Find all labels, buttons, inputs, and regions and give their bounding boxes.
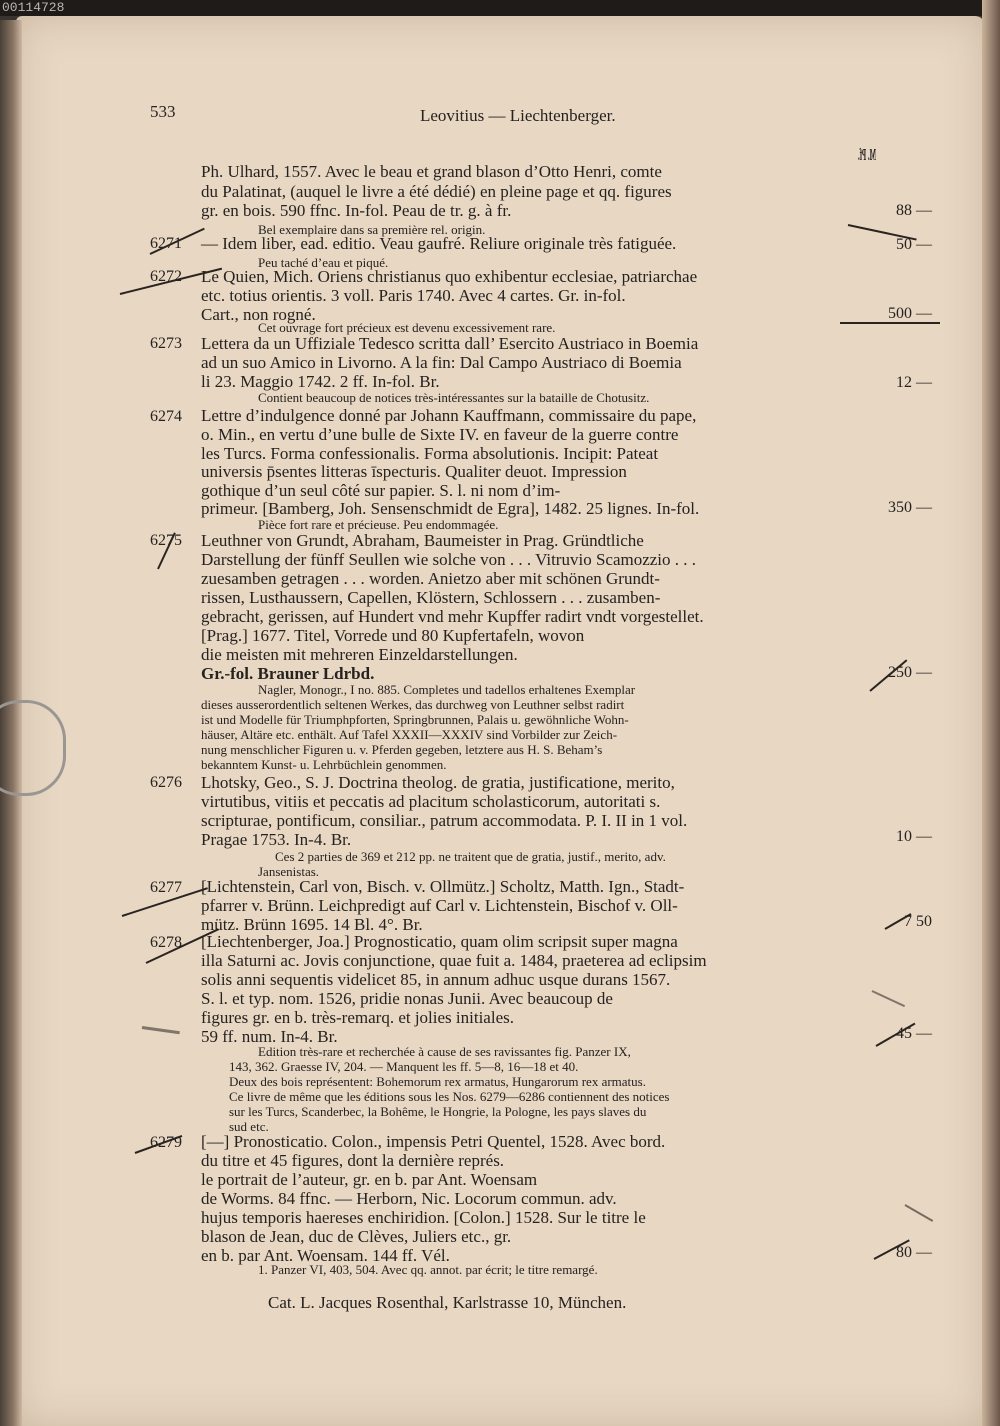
note-line: Cet ouvrage fort précieux est devenu excessivement rare.	[258, 320, 556, 335]
text-line: scripturae, pontificum, consiliar., patrum accommodata. P. I. II in 1 vol.	[201, 811, 688, 830]
text-line: o. Min., en vertu d’une bulle de Sixte IV. en faveur de la guerre contre	[201, 425, 679, 444]
price: 50 —	[896, 236, 932, 253]
text-line: — Idem liber, ead. editio. Veau gaufré. Reliure originale très fatiguée.	[201, 234, 677, 253]
note-line: Edition très-rare et recherchée à cause de ses ravissantes fig. Panzer IX,	[258, 1044, 631, 1059]
currency-heading: M. Pf.	[858, 145, 876, 164]
note-line: sud etc.	[229, 1119, 269, 1134]
note-line: nung menschlicher Figuren u. v. Pferden gegeben, letztere aus H. S. Beham’s	[201, 742, 603, 757]
price: 88 —	[896, 202, 932, 219]
price: 500 —	[888, 305, 932, 322]
text-line: figures gr. en b. très-remarq. et jolies initiales.	[201, 1008, 514, 1027]
price: 7 50	[904, 913, 932, 930]
text-line: 59 ff. num. In-4. Br.	[201, 1027, 338, 1046]
price: 250 —	[888, 664, 932, 681]
scan-id: 00114728	[2, 0, 65, 15]
text-line: gr. en bois. 590 ffnc. In-fol. Peau de tr. g. à fr.	[201, 201, 512, 220]
text-line: illa Saturni ac. Jovis conjunctione, quae fuit a. 1484, praeterea ad eclipsim	[201, 951, 707, 970]
price: 80 —	[896, 1244, 932, 1261]
text-line: Leuthner von Grundt, Abraham, Baumeister in Prag. Gründtliche	[201, 531, 644, 550]
note-line: 143, 362. Graesse IV, 204. — Manquent les ff. 5—8, 16—18 et 40.	[229, 1059, 579, 1074]
text-line: Lhotsky, Geo., S. J. Doctrina theolog. de gratia, justificatione, merito,	[201, 773, 675, 792]
note-line: Deux des bois représentent: Bohemorum rex armatus, Hungarorum rex armatus.	[229, 1074, 646, 1089]
lot-number: 6271	[150, 235, 182, 252]
text-line: Le Quien, Mich. Oriens christianus quo exhibentur ecclesiae, patriarchae	[201, 267, 698, 286]
lot-number: 6278	[150, 934, 182, 951]
note-line: dieses ausserordentlich seltenen Werkes, das durchweg von Leuthner selbst radirt	[201, 697, 625, 712]
lot-number: 6277	[150, 879, 182, 896]
text-line: solis anni sequentis videlicet 85, in annum adhuc usque durans 1567.	[201, 970, 671, 989]
note-line: Jansenistas.	[258, 864, 320, 879]
text-line: en b. par Ant. Woensam. 144 ff. Vél.	[201, 1246, 450, 1265]
text-line: S. l. et typ. nom. 1526, pridie nonas Junii. Avec beaucoup de	[201, 989, 613, 1008]
text-line: hujus temporis haereses enchiridion. [Colon.] 1528. Sur le titre le	[201, 1208, 646, 1227]
note-line: bekanntem Kunst- u. Lehrbüchlein genommen.	[201, 757, 447, 772]
text-line: de Worms. 84 ffnc. — Herborn, Nic. Locorum commun. adv.	[201, 1189, 617, 1208]
lot-number: 6274	[150, 408, 182, 425]
text-line: Darstellung der fünff Seullen wie solche von . . . Vitruvio Scamozzio . . .	[201, 550, 697, 569]
text-line: blason de Jean, duc de Clèves, Juliers etc., gr.	[201, 1227, 512, 1246]
price: 45 —	[896, 1025, 932, 1042]
text-line: rissen, Lusthaussern, Capellen, Klöstern, Schlossern . . . zusamben-	[201, 588, 661, 607]
pencil-strike-mark	[840, 322, 940, 324]
lot-number: 6272	[150, 268, 182, 285]
note-line: Contient beaucoup de notices très-intéressantes sur la bataille de Chotusitz.	[258, 390, 650, 405]
text-line: Gr.-fol. Brauner Ldrbd.	[201, 664, 375, 683]
text-line: Lettre d’indulgence donné par Johann Kauffmann, commissaire du pape,	[201, 406, 697, 425]
text-line: virtutibus, vitiis et peccatis ad placitum scholasticorum, autoritati s.	[201, 792, 661, 811]
running-title: Leovitius — Liechtenberger.	[420, 106, 616, 125]
note-line: Bel exemplaire dans sa première rel. origin.	[258, 222, 486, 237]
paper-clip	[0, 700, 66, 796]
catalog-footer: Cat. L. Jacques Rosenthal, Karlstrasse 10, München.	[268, 1293, 627, 1312]
text-line: [—] Pronosticatio. Colon., impensis Petri Quentel, 1528. Avec bord.	[201, 1132, 666, 1151]
note-line: ist und Modelle für Triumphpforten, Springbrunnen, Palais u. gewöhnliche Wohn-	[201, 712, 629, 727]
note-line: Pièce fort rare et précieuse. Peu endommagée.	[258, 517, 499, 532]
text-line: du titre et 45 figures, dont la dernière représ.	[201, 1151, 505, 1170]
text-line: zuesamben getragen . . . worden. Anietzo aber mit schönen Grundt-	[201, 569, 660, 588]
lot-number: 6273	[150, 335, 182, 352]
text-line: die meisten mit mehreren Einzeldarstellungen.	[201, 645, 518, 664]
text-line: pfarrer v. Brünn. Leichpredigt auf Carl v. Lichtenstein, Bischof v. Oll-	[201, 896, 678, 915]
price: 12 —	[896, 374, 932, 391]
text-line: les Turcs. Forma confessionalis. Forma absolutionis. Incipit: Pateat	[201, 444, 659, 463]
scan-id-strip	[0, 0, 1000, 16]
note-line: Ces 2 parties de 369 et 212 pp. ne traitent que de gratia, justif., merito, adv.	[275, 849, 666, 864]
text-line: primeur. [Bamberg, Joh. Sensenschmidt de Egra], 1482. 25 lignes. In-fol.	[201, 499, 700, 518]
text-line: universis p̄sentes litteras īspecturis. Qualiter deuot. Impression	[201, 462, 627, 481]
page-stack-edge	[982, 0, 1000, 1426]
text-line: du Palatinat, (auquel le livre a été dédié) en pleine page et qq. figures	[201, 182, 672, 201]
price: 10 —	[896, 828, 932, 845]
text-line: [Prag.] 1677. Titel, Vorrede und 80 Kupfertafeln, wovon	[201, 626, 585, 645]
page-number: 533	[150, 102, 176, 121]
text-line: li 23. Maggio 1742. 2 ff. In-fol. Br.	[201, 372, 440, 391]
price: 350 —	[888, 499, 932, 516]
note-line: Peu taché d’eau et piqué.	[258, 255, 389, 270]
lot-number: 6279	[150, 1134, 182, 1151]
note-line: 1. Panzer VI, 403, 504. Avec qq. annot. par écrit; le titre remargé.	[258, 1262, 598, 1277]
note-line: Ce livre de même que les éditions sous les Nos. 6279—6286 contiennent des notices	[229, 1089, 670, 1104]
text-line: mütz. Brünn 1695. 14 Bl. 4°. Br.	[201, 915, 423, 934]
text-line: Ph. Ulhard, 1557. Avec le beau et grand blason d’Otto Henri, comte	[201, 162, 662, 181]
lot-number: 6275	[150, 532, 182, 549]
text-line: ad un suo Amico in Livorno. A la fin: Dal Campo Austriaco di Boemia	[201, 353, 682, 372]
text-line: [Lichtenstein, Carl von, Bisch. v. Ollmütz.] Scholtz, Matth. Ign., Stadt-	[201, 877, 685, 896]
text-line: Cart., non rogné.	[201, 305, 316, 324]
text-line: Lettera da un Uffiziale Tedesco scritta dall’ Esercito Austriaco in Boemia	[201, 334, 699, 353]
text-line: etc. totius orientis. 3 voll. Paris 1740. Avec 4 cartes. Gr. in-fol.	[201, 286, 626, 305]
text-line: gothique d’un seul côté sur papier. S. l. ni nom d’im-	[201, 481, 561, 500]
text-line: Pragae 1753. In-4. Br.	[201, 830, 352, 849]
note-line: häuser, Altäre etc. enthält. Auf Tafel XXXII—XXXIV sind Vorbilder zur Zeich-	[201, 727, 618, 742]
lot-number: 6276	[150, 774, 182, 791]
text-line: le portrait de l’auteur, gr. en b. par Ant. Woensam	[201, 1170, 538, 1189]
text-line: [Liechtenberger, Joa.] Prognosticatio, quam olim scripsit super magna	[201, 932, 678, 951]
text-line: gebracht, gerissen, auf Hundert vnd mehr Kupffer radirt vndt vorgestellet.	[201, 607, 704, 626]
note-line: Nagler, Monogr., I no. 885. Completes und tadellos erhaltenes Exemplar	[258, 682, 636, 697]
note-line: sur les Turcs, Scanderbec, la Bohême, le Hongrie, la Pologne, les pays slaves du	[229, 1104, 647, 1119]
